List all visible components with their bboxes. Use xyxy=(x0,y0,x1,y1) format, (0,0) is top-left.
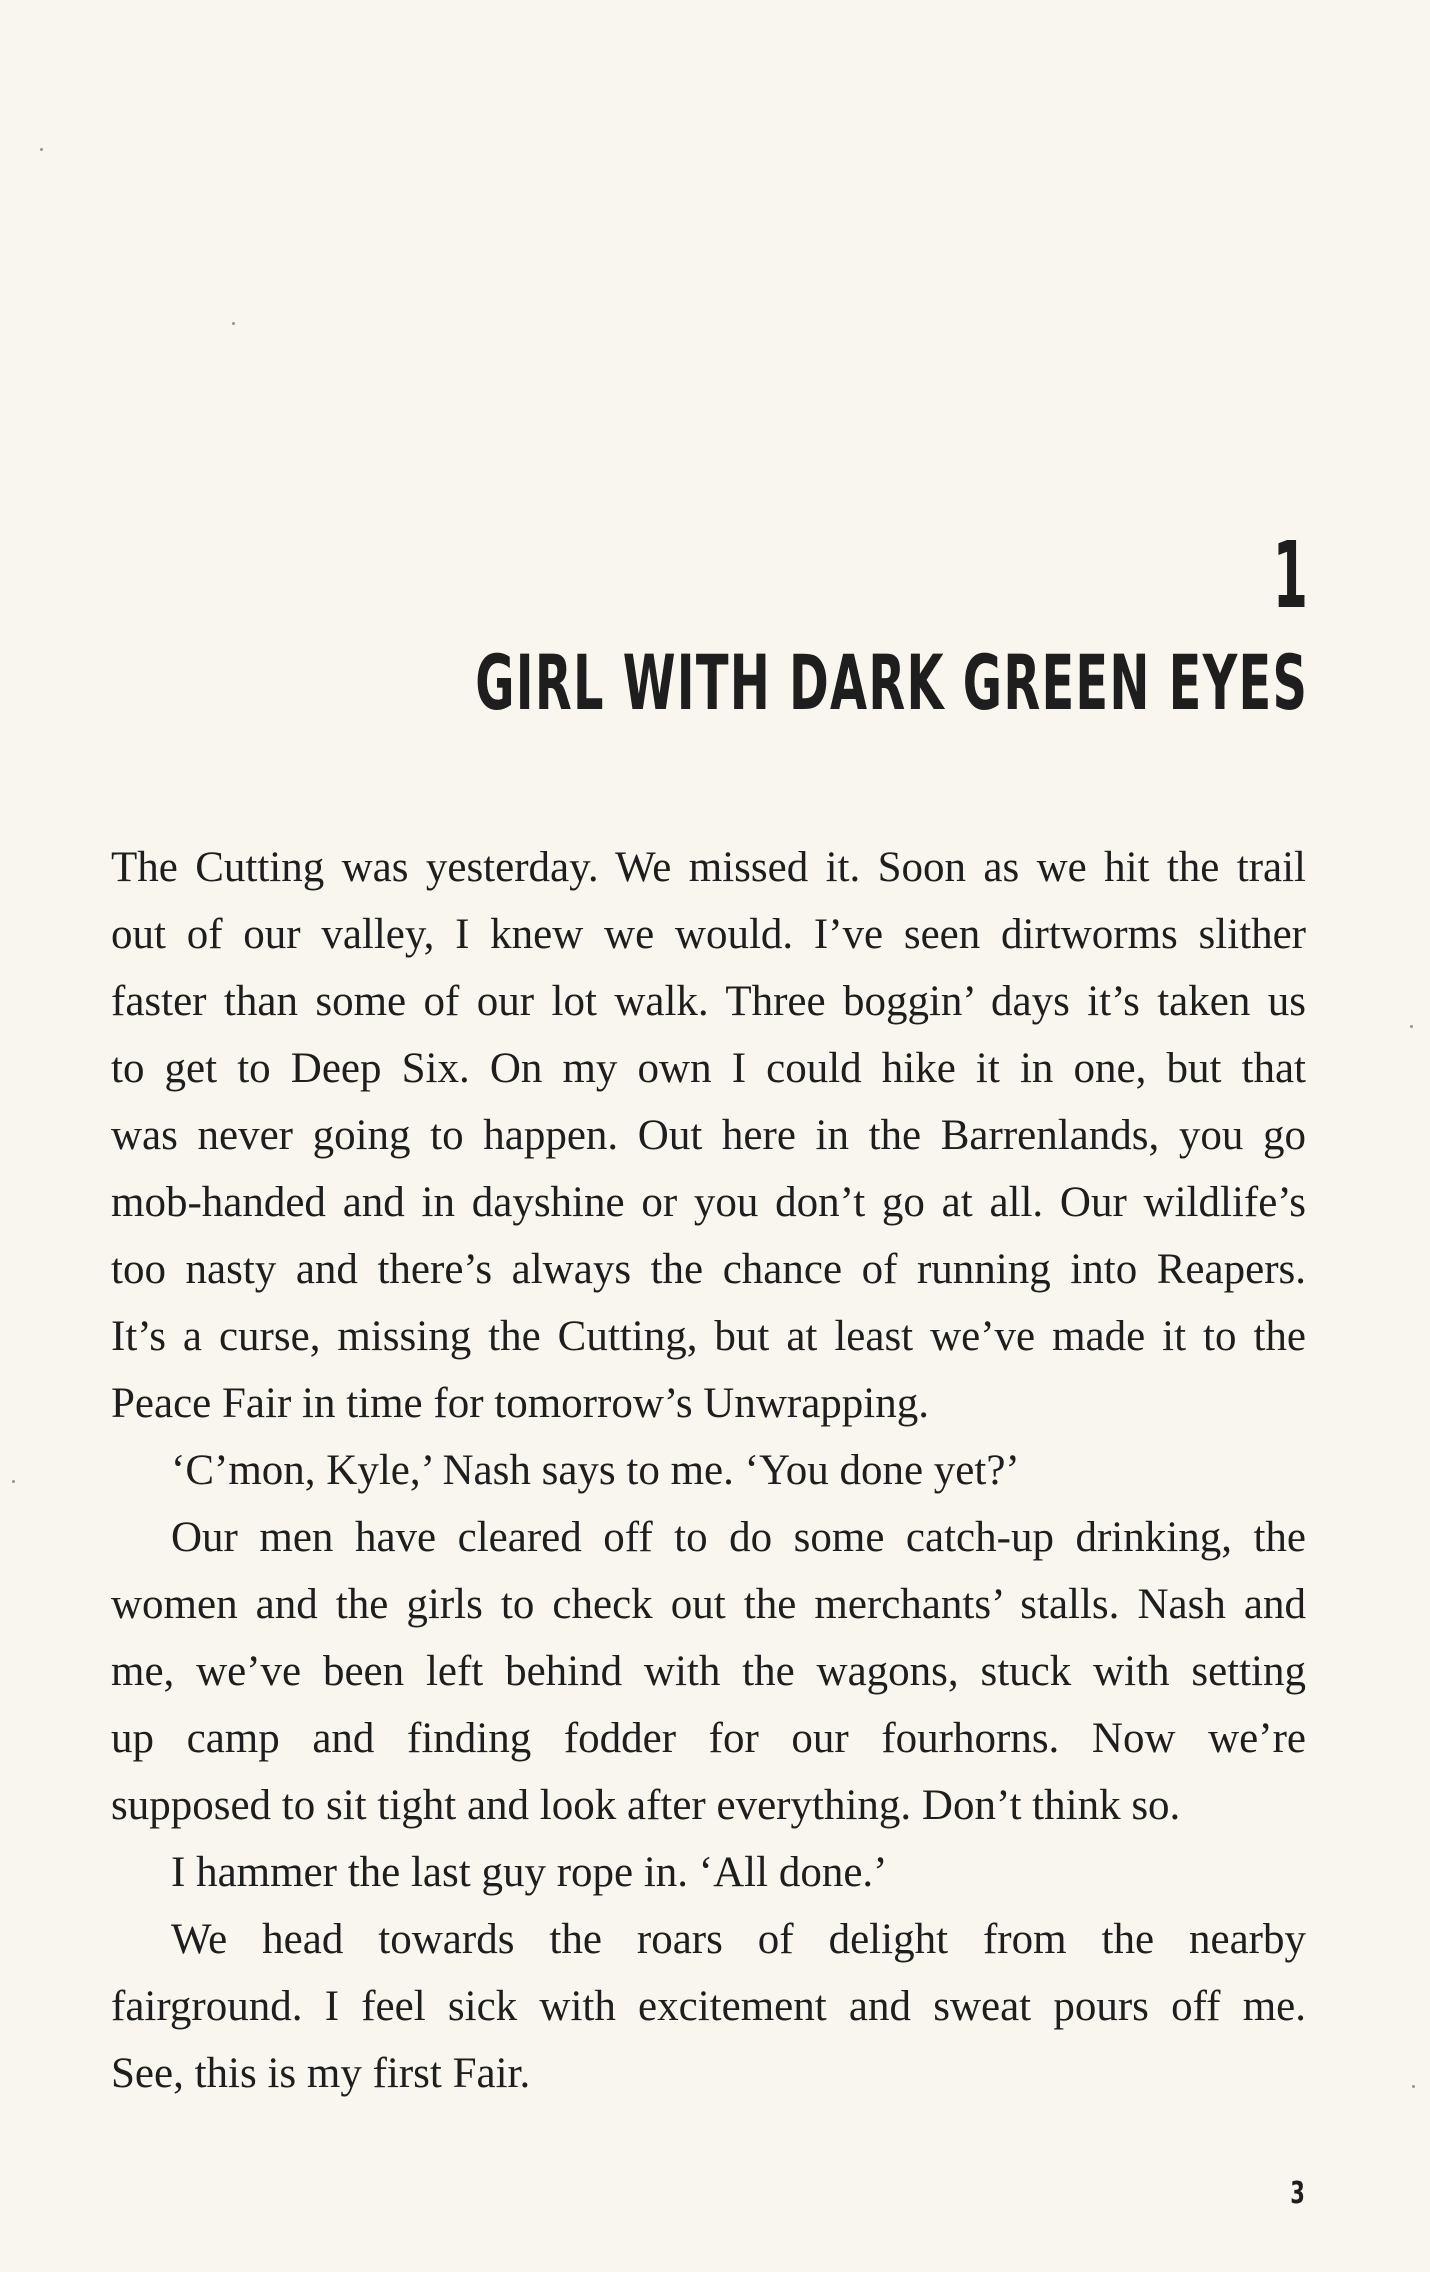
paper-speck xyxy=(12,1480,15,1483)
paper-speck xyxy=(40,148,43,151)
body-line: to get to Deep Six. On my own I could hike it in one, but that xyxy=(111,1045,1306,1092)
body-line: The Cutting was yesterday. We missed it. Soon as we hit the trail xyxy=(111,844,1306,891)
body-line: out of our valley, I knew we would. I’ve seen dirtworms slither xyxy=(111,911,1306,958)
body-line: supposed to sit tight and look after everything. Don’t think so. xyxy=(111,1782,1181,1829)
body-line: women and the girls to check out the merchants’ stalls. Nash and xyxy=(111,1581,1306,1628)
page-number: 3 xyxy=(1290,2176,1305,2211)
body-line: It’s a curse, missing the Cutting, but at least we’ve made it to the xyxy=(111,1313,1306,1360)
paper-speck xyxy=(232,322,235,325)
body-line: mob-handed and in dayshine or you don’t go at all. Our wildlife’s xyxy=(111,1179,1306,1226)
body-line: too nasty and there’s always the chance of running into Reapers. xyxy=(111,1246,1306,1293)
body-line: fairground. I feel sick with excitement and sweat pours off me. xyxy=(111,1983,1306,2030)
body-line: I hammer the last guy rope in. ‘All done.’ xyxy=(171,1849,888,1896)
body-line: Our men have cleared off to do some catch-up drinking, the xyxy=(171,1514,1306,1561)
body-line: was never going to happen. Out here in the Barrenlands, you go xyxy=(111,1112,1306,1159)
chapter-body xyxy=(111,834,1306,2107)
body-line: Peace Fair in time for tomorrow’s Unwrapping. xyxy=(111,1380,930,1427)
body-line: ‘C’mon, Kyle,’ Nash says to me. ‘You done yet?’ xyxy=(171,1447,1020,1494)
body-line: me, we’ve been left behind with the wagons, stuck with setting xyxy=(111,1648,1306,1695)
body-line: up camp and finding fodder for our fourhorns. Now we’re xyxy=(111,1715,1306,1762)
paper-speck xyxy=(1412,2085,1415,2088)
body-line: We head towards the roars of delight from the nearby xyxy=(171,1916,1306,1963)
paper-speck xyxy=(1410,1025,1413,1028)
body-line: faster than some of our lot walk. Three boggin’ days it’s taken us xyxy=(111,978,1306,1025)
chapter-title: GIRL WITH DARK GREEN EYES xyxy=(474,638,1308,727)
body-line: See, this is my first Fair. xyxy=(111,2050,531,2097)
chapter-number: 1 xyxy=(1272,522,1308,629)
